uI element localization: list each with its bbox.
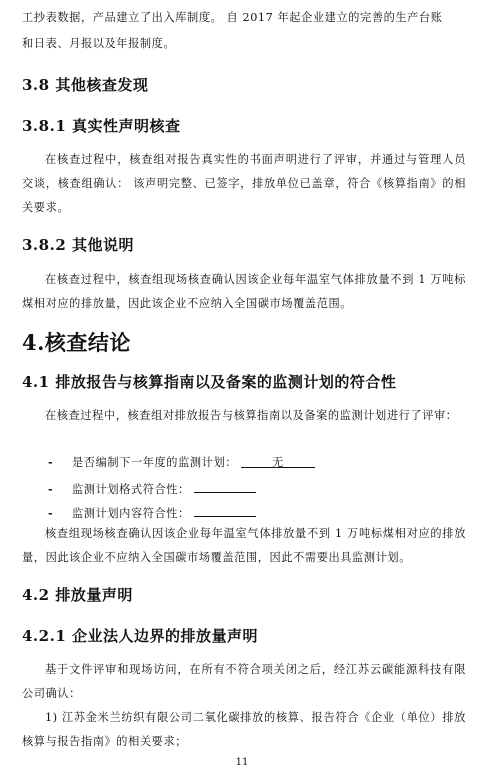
- section-3-8-2-heading: 3.8.2 其他说明: [22, 236, 134, 254]
- bullet-label: 是否编制下一年度的监测计划：: [72, 456, 238, 469]
- section-3-8-1-heading: 3.8.1 真实性声明核查: [22, 117, 181, 135]
- section-4-1-paragraph-2: 核查组现场核查确认因该企业每年温室气体排放量不到 1 万吨标煤相对应的排放量，因此该企业不应纳入全国碳市场覆盖范围，因此不需要出具监测计划。: [22, 527, 466, 564]
- page-number: 11: [235, 757, 249, 768]
- intro-line-2: 和日表、月报以及年报制度。: [22, 37, 176, 50]
- chapter-4-heading: 4.核查结论: [22, 330, 131, 355]
- bullet-value-blank: [194, 479, 256, 493]
- section-4-2-1-heading: 4.2.1 企业法人边界的排放量声明: [22, 627, 258, 645]
- bullet-mark: -: [48, 506, 54, 520]
- section-4-2-heading: 4.2 排放量声明: [22, 586, 133, 604]
- section-4-2-1-paragraph: 基于文件评审和现场访问，在所有不符合项关闭之后，经江苏云碳能源科技有限公司确认：: [22, 663, 466, 700]
- section-3-8-heading: 3.8 其他核查发现: [22, 76, 149, 94]
- bullet-item: [48, 479, 256, 497]
- bullet-value-blank: [194, 503, 256, 517]
- bullet-mark: -: [48, 482, 54, 496]
- section-4-1-paragraph: 在核查过程中，核查组对排放报告与核算指南以及备案的监测计划进行了评审：: [45, 409, 458, 422]
- bullet-value-blank: 无: [241, 454, 315, 468]
- bullet-label: 监测计划格式符合性：: [72, 483, 190, 496]
- bullet-item: [48, 503, 256, 521]
- bullet-label: 监测计划内容符合性：: [72, 507, 190, 520]
- bullet-mark: -: [48, 455, 54, 469]
- section-4-1-heading: 4.1 排放报告与核算指南以及备案的监测计划的符合性: [22, 373, 397, 391]
- bullet-item: [48, 454, 315, 470]
- section-3-8-2-paragraph: 在核查过程中，核查组现场核查确认因该企业每年温室气体排放量不到 1 万吨标煤相对应的排放量，因此该企业不应纳入全国碳市场覆盖范围。: [22, 273, 466, 310]
- section-4-2-1-item-1: 1) 江苏金米兰纺织有限公司二氧化碳排放的核算、报告符合《企业（单位）排放核算与报告指南》的相关要求；: [22, 711, 466, 748]
- intro-line-1: 工抄表数据，产品建立了出入库制度。 自 2017 年起企业建立的完善的生产台账: [22, 11, 443, 24]
- section-3-8-1-paragraph: 在核查过程中，核查组对报告真实性的书面声明进行了评审，并通过与管理人员交谈，核查组确认： 该声明完整、已签字，排放单位已盖章，符合《核算指南》的相关要求。: [22, 153, 466, 214]
